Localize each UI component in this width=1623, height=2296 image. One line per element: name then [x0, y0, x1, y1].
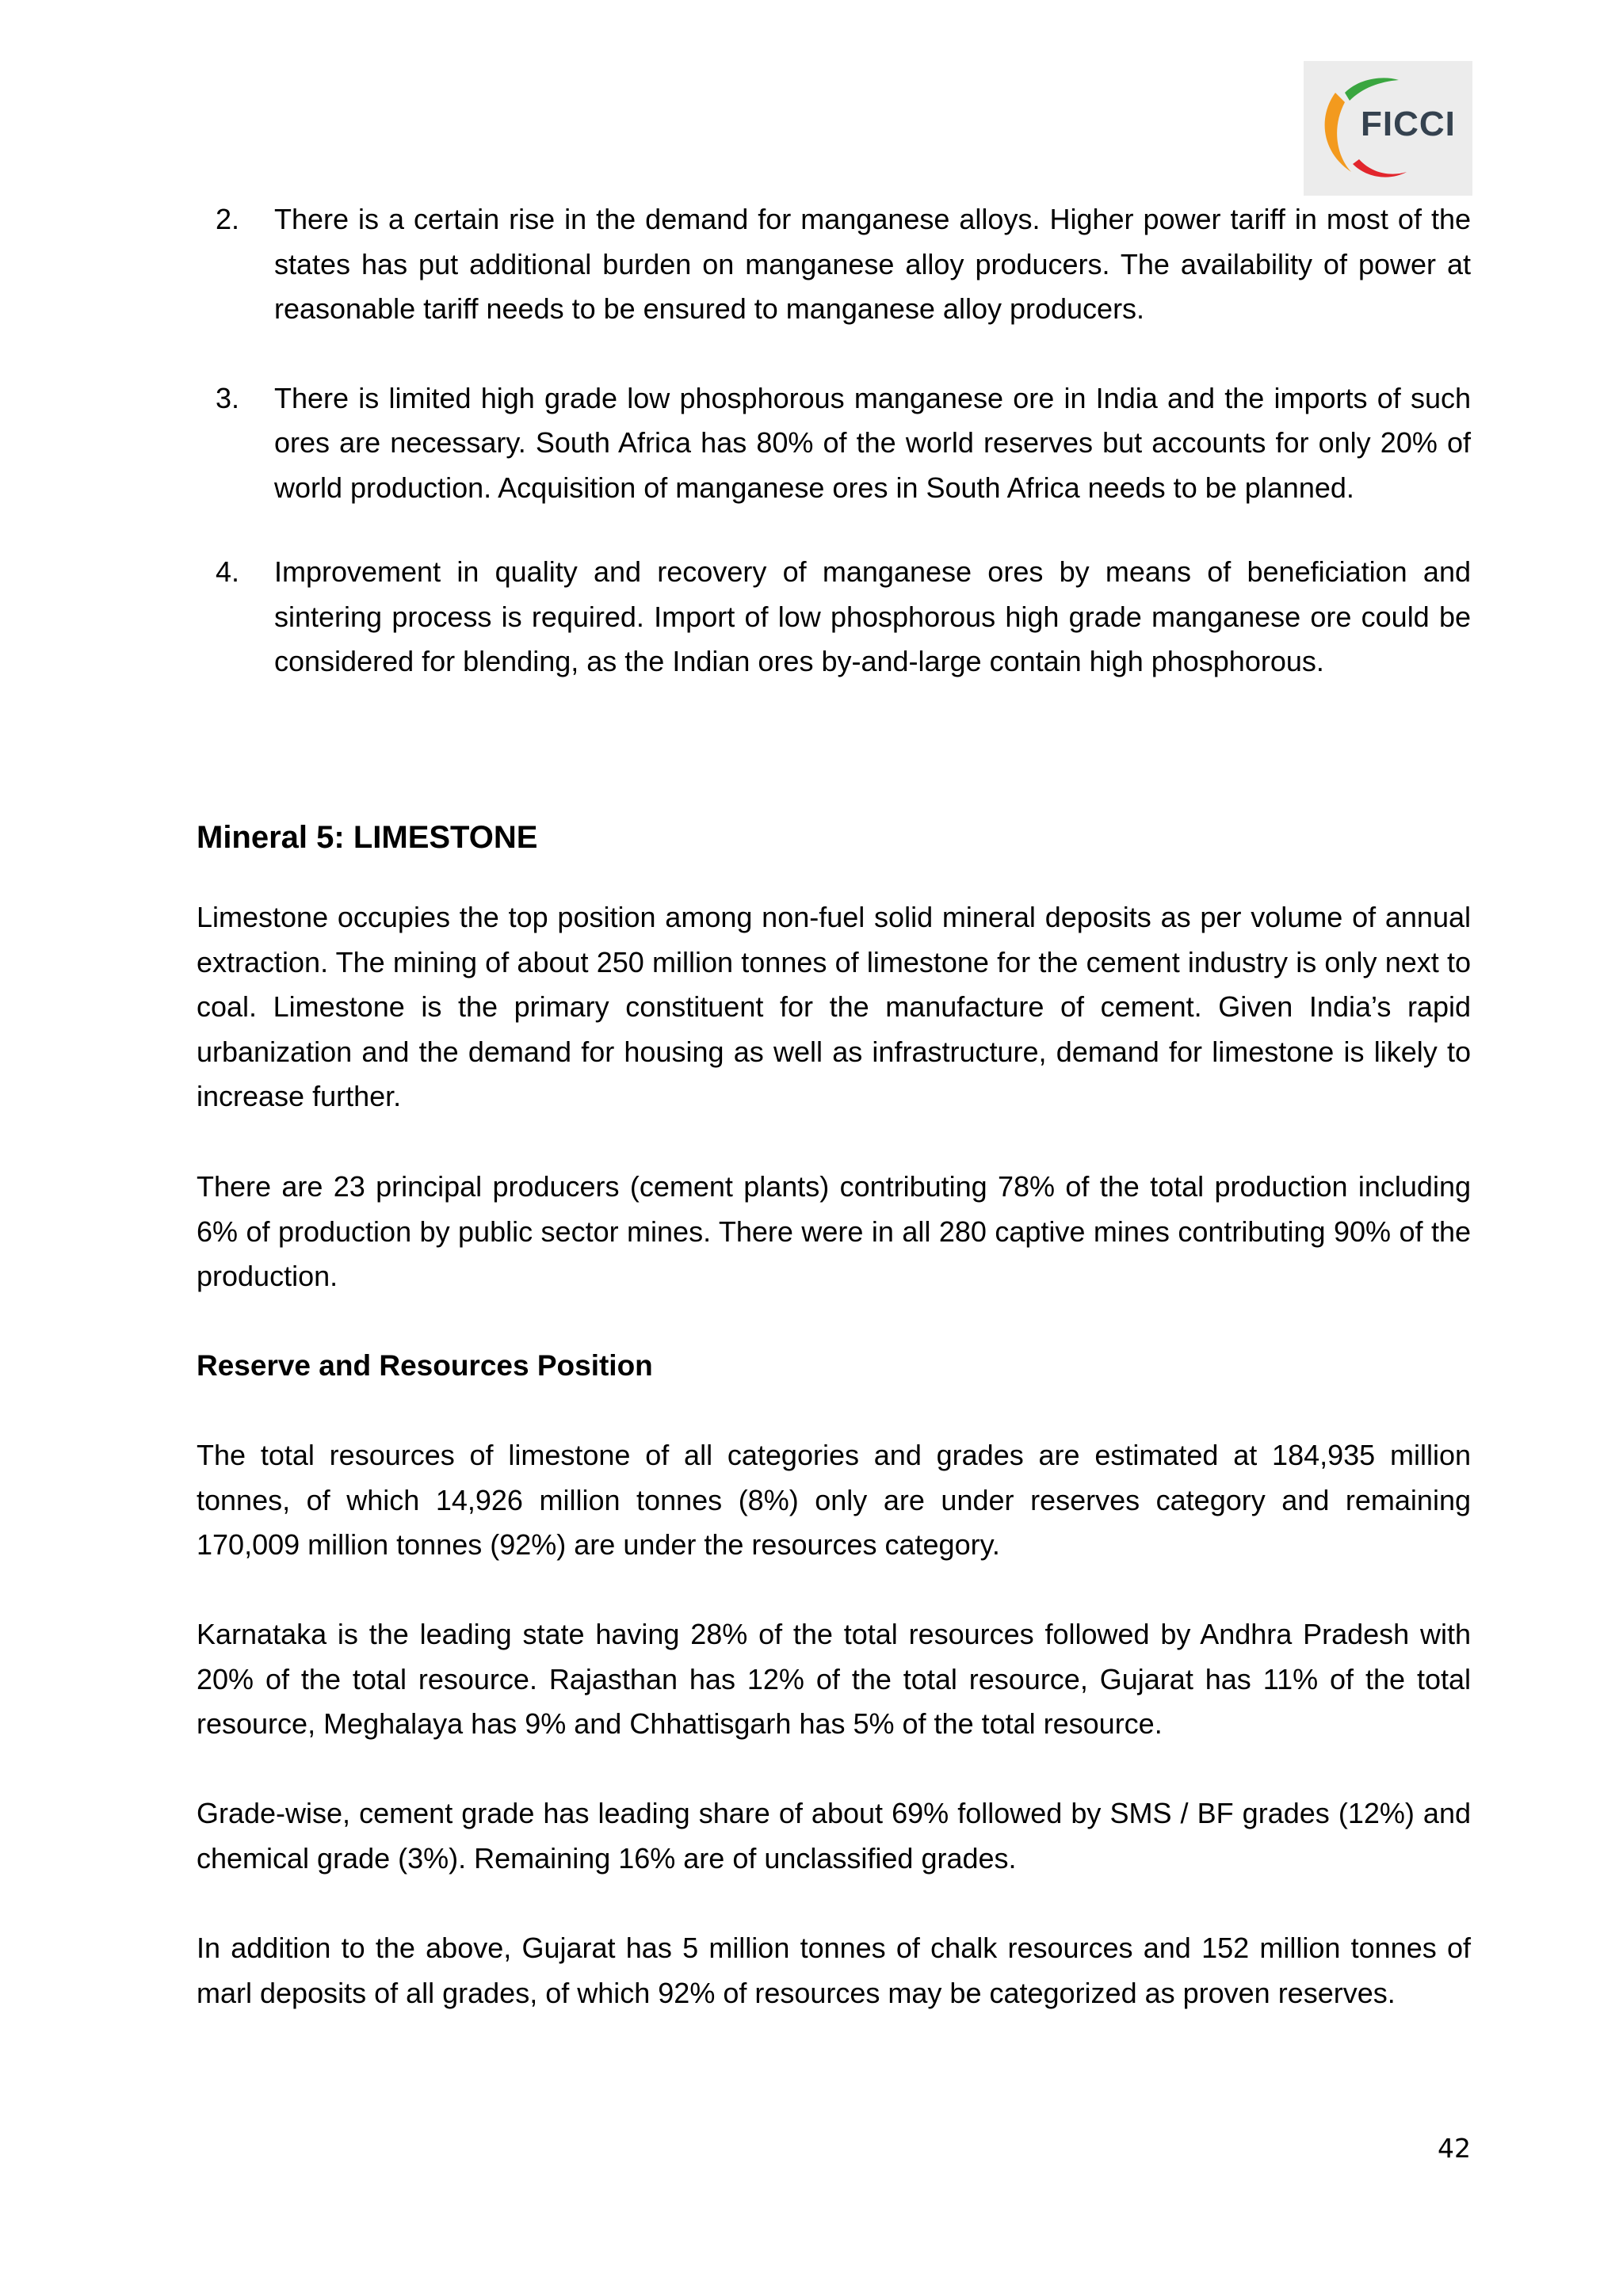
paragraph-total-resources: The total resources of limestone of all categories and grades are estimated at 184,935 million tonnes, of which 14,926 million tonnes (8%) only are under reserves category and remaining 170,009 million tonnes (92%) are under the resources category.: [197, 1439, 1471, 1561]
ficci-logo: [1304, 61, 1472, 196]
list-item-number: 4.: [216, 555, 240, 588]
paragraph-producers: There are 23 principal producers (cement plants) contributing 78% of the total production including 6% of production by public sector mines. There were in all 280 captive mines contributing 90% of the production.: [197, 1170, 1471, 1292]
list-item: [197, 197, 1471, 332]
list-item: [197, 550, 1471, 685]
list-item-text: There is a certain rise in the demand for manganese alloys. Higher power tariff in most of the states has put additional burden on manganese alloy producers. The availability of power at reasonable tariff needs to be ensured to manganese alloy producers.: [274, 203, 1471, 325]
list-item-number: 3.: [216, 381, 240, 414]
paragraph-grade-wise: Grade-wise, cement grade has leading share of about 69% followed by SMS / BF grades (12%) and chemical grade (3%). Remaining 16% are of unclassified grades.: [197, 1797, 1471, 1875]
list-item-number: 2.: [216, 203, 240, 235]
paragraph-gujarat-chalk: In addition to the above, Gujarat has 5 million tonnes of chalk resources and 152 million tonnes of marl deposits of all grades, of which 92% of resources may be categorized as proven reserves.: [197, 1932, 1471, 2009]
section-heading: Mineral 5: LIMESTONE: [197, 820, 538, 855]
recommendations-list: [197, 197, 1471, 685]
paragraph-limestone-overview: Limestone occupies the top position among non-fuel solid mineral deposits as per volume of annual extraction. The mining of about 250 million tonnes of limestone for the cement industry is only next to coal. Limestone is the primary constituent for the manufacture of cement. Given India’s rapid urbanization and the demand for housing as well as infrastructure, demand for limestone is likely to increase further.: [197, 901, 1471, 1112]
list-item: [197, 376, 1471, 511]
page-number: 42: [1438, 2133, 1471, 2164]
paragraph-state-distribution: Karnataka is the leading state having 28% of the total resources followed by Andhra Pradesh with 20% of the total resource. Rajasthan has 12% of the total resource, Gujarat has 11% of the total resource, Meghalaya has 9% and Chhattisgarh has 5% of the total resource.: [197, 1618, 1471, 1740]
list-item-text: Improvement in quality and recovery of manganese ores by means of beneficiation and sintering process is required. Import of low phosphorous high grade manganese ore could be considered for blending, as the Indian ores by-and-large contain high phosphorous.: [274, 555, 1471, 677]
subsection-heading: Reserve and Resources Position: [197, 1349, 653, 1382]
list-item-text: There is limited high grade low phosphorous manganese ore in India and the imports of such ores are necessary. South Africa has 80% of the world reserves but accounts for only 20% of world production. Acquisition of manganese ores in South Africa needs to be planned.: [274, 381, 1471, 504]
ficci-logo-text: FICCI: [1361, 105, 1456, 143]
